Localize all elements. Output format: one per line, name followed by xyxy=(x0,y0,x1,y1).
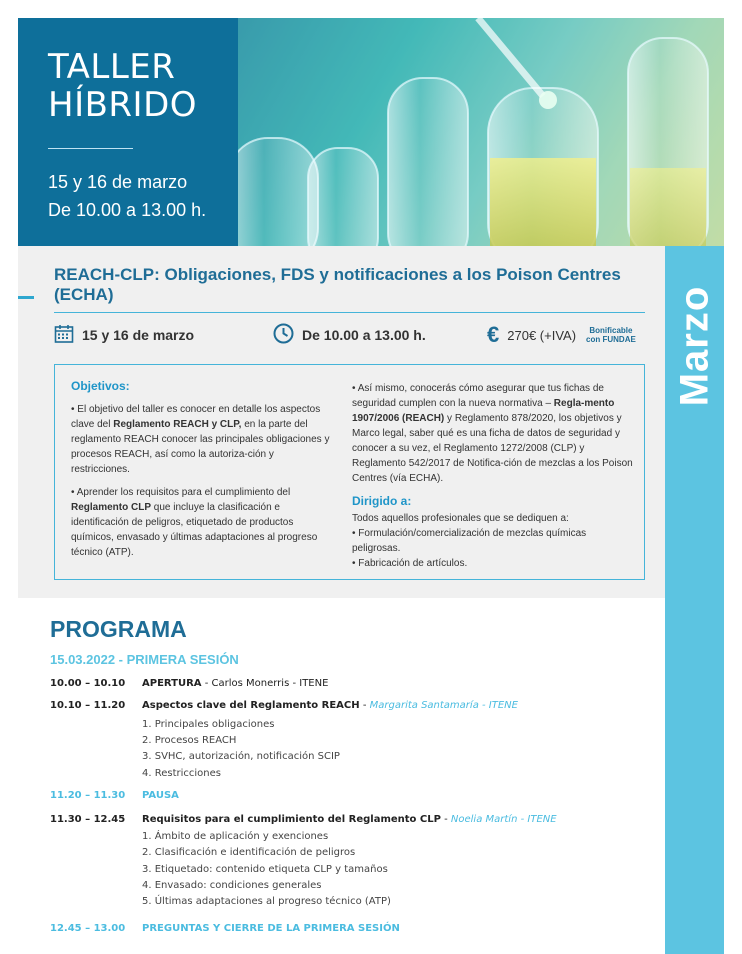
course-hours-text: De 10.00 a 13.00 h. xyxy=(302,327,426,343)
section-accent xyxy=(18,296,34,299)
euro-icon: € xyxy=(487,322,500,347)
objectives-box xyxy=(54,364,645,580)
agenda-subitem: 1. Principales obligaciones xyxy=(142,719,275,730)
fundae-line2: con FUNDAE xyxy=(586,335,636,344)
agenda-desc: Aspectos clave del Reglamento REACH - Margarita Santamaría - ITENE xyxy=(142,700,518,711)
hero-date-line2: De 10.00 a 13.00 h. xyxy=(48,200,207,220)
hero-panel xyxy=(18,18,238,246)
objectives-column xyxy=(71,379,333,568)
objective-1-a: • El objetivo del taller es conocer en detalle los aspectos clave del xyxy=(71,404,321,430)
month-text: Marzo xyxy=(672,285,716,407)
objective-3-a: • Así mismo, conocerás cómo asegurar que tus fichas de seguridad cumplen con la nueva normativa – xyxy=(352,383,604,409)
agenda-subitem: 1. Ámbito de aplicación y exenciones xyxy=(142,831,329,842)
agenda-subitem: 3. Etiquetado: contenido etiqueta CLP y tamaños xyxy=(142,864,388,875)
agenda-desc: Requisitos para el cumplimiento del Reglamento CLP - Noelia Martín - ITENE xyxy=(142,814,557,825)
objective-1-c: en la parte del reglamento REACH conocer las principales obligaciones y procesos REACH, así como la autoriza-ción y restricciones. xyxy=(71,419,330,475)
objective-1-b: Reglamento REACH y CLP, xyxy=(113,419,242,430)
agenda-speaker: Margarita Santamaría - ITENE xyxy=(369,700,518,711)
objective-3-c: y Reglamento 878/2020, los objetivos y Marco legal, saber qué es una ficha de datos de seguridad y conocer a su vez, el Reglamento 1272/2008 (CLP) y Reglamento 542/2017 de Notifica-ción de mezclas a los Poison Centres (vía ECHA). xyxy=(352,413,633,484)
objective-1 xyxy=(71,402,333,477)
agenda-time: 10.10 – 11.20 xyxy=(50,700,126,711)
audience-intro: Todos aquellos profesionales que se dediquen a: xyxy=(352,513,569,524)
objective-2 xyxy=(71,485,333,560)
test-tubes-illustration xyxy=(238,18,724,246)
objective-2-b: Reglamento CLP xyxy=(71,502,152,513)
audience-item-1: • Formulación/comercialización de mezclas químicas peligrosas. xyxy=(352,528,587,554)
course-price xyxy=(487,322,636,348)
agenda-label: PAUSA xyxy=(142,790,179,801)
calendar-icon xyxy=(54,324,74,347)
month-label xyxy=(665,246,724,426)
fundae-badge xyxy=(586,326,636,344)
hero-divider xyxy=(48,148,133,149)
course-dates xyxy=(54,322,194,348)
agenda-label: APERTURA xyxy=(142,678,202,689)
agenda-subitem: 5. Últimas adaptaciones al progreso técnico (ATP) xyxy=(142,896,391,907)
month-sidebar xyxy=(665,246,724,954)
hero-title-line1: TALLER xyxy=(48,47,176,87)
objective-3 xyxy=(352,381,637,486)
hero-date-line1: 15 y 16 de marzo xyxy=(48,172,188,192)
agenda-subitem: 2. Clasificación e identificación de peligros xyxy=(142,847,356,858)
agenda-subitem: 4. Envasado: condiciones generales xyxy=(142,880,322,891)
course-price-text: 270€ (+IVA) xyxy=(507,327,577,343)
course-hours xyxy=(273,322,426,348)
agenda-label: PREGUNTAS Y CIERRE DE LA PRIMERA SESIÓN xyxy=(142,923,400,934)
agenda-subitem: 2. Procesos REACH xyxy=(142,735,237,746)
agenda-label: Aspectos clave del Reglamento REACH xyxy=(142,700,360,711)
agenda-subitem: 3. SVHC, autorización, notificación SCIP xyxy=(142,751,340,762)
agenda-time: 10.00 – 10.10 xyxy=(50,678,126,689)
agenda-time: 11.20 – 11.30 xyxy=(50,790,126,801)
agenda-desc xyxy=(142,677,662,691)
course-dates-text: 15 y 16 de marzo xyxy=(82,327,195,343)
audience-column xyxy=(352,381,637,571)
agenda-time: 11.30 – 12.45 xyxy=(50,814,126,825)
agenda-subitem: 4. Restricciones xyxy=(142,768,221,779)
agenda-speaker: - Carlos Monerris - ITENE xyxy=(201,678,329,689)
hero-title xyxy=(48,48,197,124)
hero-lab-image xyxy=(238,18,724,246)
objective-2-a: • Aprender los requisitos para el cumplimiento del xyxy=(71,487,291,498)
objective-3-b: Regla-mento 1907/2006 (REACH) xyxy=(352,398,615,424)
program-title: PROGRAMA xyxy=(50,616,187,642)
agenda-time: 12.45 – 13.00 xyxy=(50,923,126,934)
hero-title-line2: HÍBRIDO xyxy=(48,85,198,125)
objective-2-c: que incluye la clasificación e identificación de peligros, etiquetado de productos químicos, envasado y últimas adaptaciones al progreso técnico (ATP). xyxy=(71,502,318,558)
audience-heading: Dirigido a: xyxy=(352,494,412,508)
agenda-label: Requisitos para el cumplimiento del Reglamento CLP xyxy=(142,814,441,825)
clock-icon xyxy=(273,323,294,347)
course-title: REACH-CLP: Obligaciones, FDS y notificaciones a los Poison Centres (ECHA) xyxy=(54,265,621,304)
title-divider xyxy=(54,312,645,313)
fundae-line1: Bonificable xyxy=(589,326,633,335)
objectives-heading: Objetivos: xyxy=(71,379,130,393)
hero-date xyxy=(48,168,206,224)
session-title: 15.03.2022 - PRIMERA SESIÓN xyxy=(50,652,239,667)
audience-item-2: • Fabricación de artículos. xyxy=(352,558,468,569)
agenda-speaker: Noelia Martín - ITENE xyxy=(450,814,557,825)
